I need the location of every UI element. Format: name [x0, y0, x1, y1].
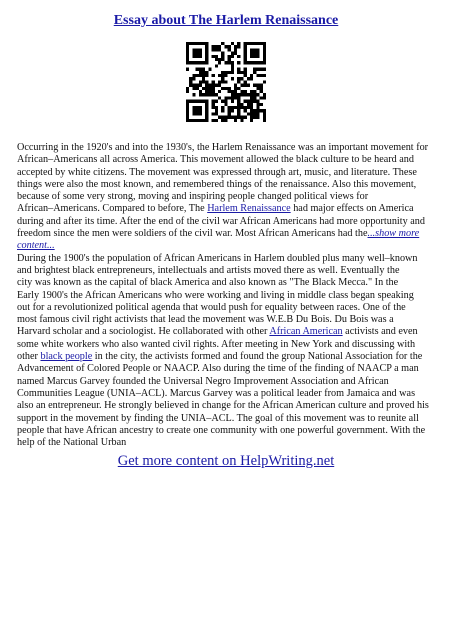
text-line: Early 1900's the African Americans who were working and living in middle class began speaking — [17, 289, 414, 301]
paragraph-1 — [17, 142, 437, 253]
text-line: during and after its time. After the end of the civil war African Americans had more opportunity and — [17, 215, 425, 227]
text-line: Communities League (UNIA–ACL). Marcus Garvey was a political leader from Jamaica and was — [17, 387, 416, 399]
text-line: people that have African ancestry to create one community with one powerful government. With the — [17, 424, 426, 436]
text-line: Occurring in the 1920's and into the 1930's, the Harlem Renaissance was an important movement for — [17, 142, 429, 153]
text-segment: freedom since the men were soldiers of the civil war. Most African Americans had the — [17, 228, 368, 240]
text-line: support in the movement by finding the UNIA–ACL. The goal of this movement was to reunite all — [17, 412, 419, 424]
text-line — [17, 351, 437, 363]
show-more-link[interactable]: ...show more — [367, 228, 420, 240]
text-line: also an entrepreneur. He strongly believed in change for the African American culture and proved his — [17, 400, 429, 412]
text-line: city was known as the capital of black America and also known as "The Black Mecca." In the — [17, 277, 399, 289]
essay-title[interactable]: Essay about The Harlem Renaissance — [113, 13, 339, 28]
text-line: things were also the most known, and remembered things of the renaissance. Also this movement, — [17, 178, 417, 190]
text-segment: activists and even — [342, 326, 418, 338]
text-segment: other — [17, 351, 41, 363]
text-line: During the 1900's the population of African Americans in Harlem doubled plus many well–known — [17, 252, 418, 264]
get-more-content-link[interactable]: Get more content on HelpWriting.net — [117, 453, 335, 469]
text-line: most famous civil right activists that lead the movement was W.E.B Du Bois. Du Bois was a — [17, 314, 394, 326]
text-line: out for a revolutionized political agenda that would push for equality between races. One of the — [17, 301, 406, 313]
inline-link[interactable]: African American — [269, 326, 343, 338]
text-line — [17, 228, 437, 240]
text-segment: in the city, the activists formed and found the group National Association for the — [92, 351, 423, 363]
text-line: and brightest black entrepreneurs, intellectuals and artists moved there as well. Eventually the — [17, 264, 400, 276]
text-line: help of the National Urban — [17, 437, 127, 449]
essay-body — [17, 142, 437, 449]
text-line — [17, 240, 437, 252]
text-segment: had major effects on America — [290, 203, 414, 215]
paragraph-2 — [17, 253, 437, 450]
text-line: Advancement of Colored People or NAACP. Also during the time of the finding of NAACP a man — [17, 363, 419, 375]
show-more-link[interactable]: content... — [17, 240, 55, 252]
inline-link[interactable]: black people — [40, 351, 93, 363]
inline-link[interactable]: Harlem Renaissance — [207, 203, 291, 215]
text-line: named Marcus Garvey founded the Universal Negro Improvement Association and African — [17, 375, 389, 387]
text-segment: African–Americans. Compared to before, The — [17, 203, 208, 215]
text-line: because of some very strong, moving and inspiring people changed political views for — [17, 191, 369, 203]
qr-code-icon — [186, 42, 266, 122]
text-line: African–Americans all across America. This movement allowed the black culture to be heard and — [17, 154, 414, 166]
text-line: accepted by white citizens. The movement was expressed through art, music, and literature. These — [17, 166, 417, 178]
text-segment: Harvard scholar and a sociologist. He collaborated with other — [17, 326, 270, 338]
text-line: some white workers who also wanted civil rights. After meeting in New York and discussing with — [17, 338, 416, 350]
text-line — [17, 203, 437, 215]
text-line — [17, 326, 437, 338]
